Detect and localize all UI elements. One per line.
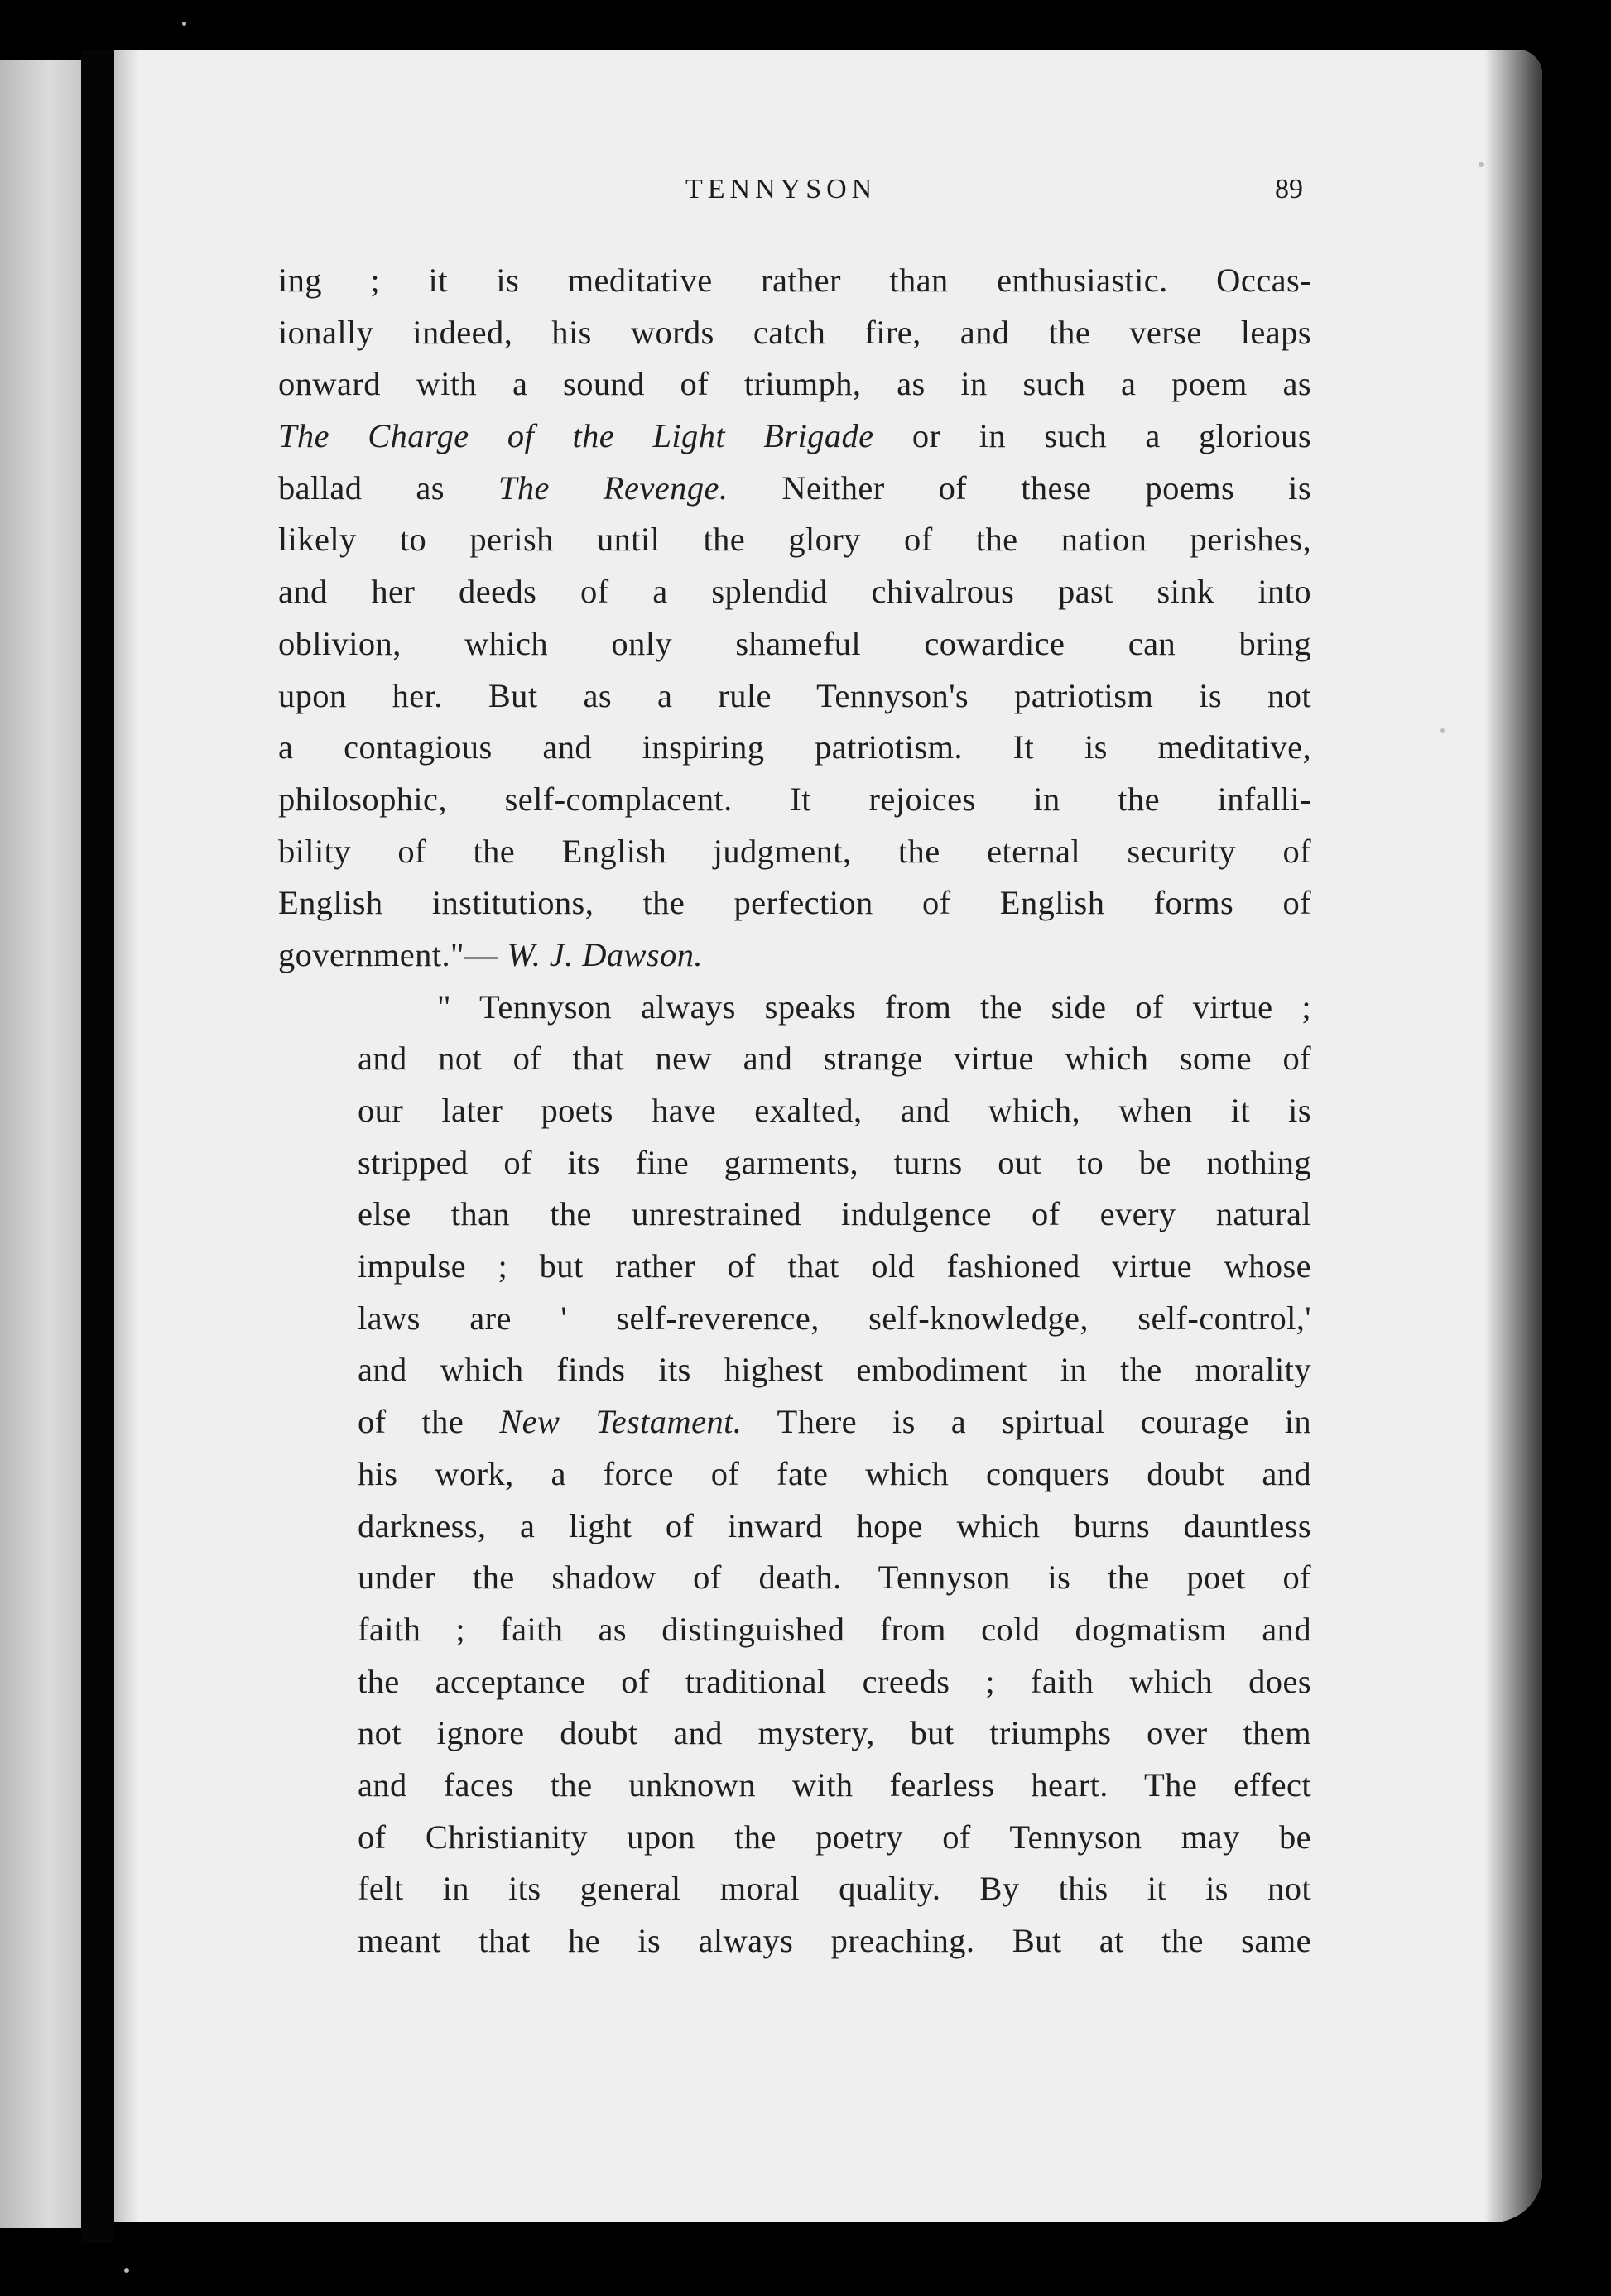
text-line: stripped of its fine garments, turns out to be nothing [358, 1143, 1311, 1181]
work-title: The Revenge. [498, 468, 729, 507]
text-line: felt in its general moral quality. By this it is not [358, 1870, 1311, 1908]
text-line: meant that he is always preaching. But at the same [358, 1922, 1311, 1959]
text-line: onward with a sound of triumph, as in such a poem as [278, 365, 1311, 403]
book-gutter [81, 50, 114, 2243]
text-line: else than the unrestrained indulgence of every natural [358, 1195, 1311, 1233]
text-line: upon her. But as a rule Tennyson's patriotism is not [278, 676, 1311, 714]
scan-speck [182, 22, 186, 26]
text-line: and faces the unknown with fearless heart. The effect [358, 1765, 1311, 1804]
text-line: our later poets have exalted, and which, when it is [358, 1092, 1311, 1129]
text-line: English institutions, the perfection of English forms of [278, 884, 1311, 922]
paragraph [278, 255, 1311, 982]
page-number: 89 [1275, 174, 1303, 204]
page-header [114, 174, 1542, 215]
page-shadow [114, 50, 139, 2222]
text-line: darkness, a light of inward hope which burns dauntless [358, 1506, 1311, 1544]
text-line: impulse ; but rather of that old fashioned virtue whose [358, 1247, 1311, 1285]
page-body-text [278, 255, 1311, 1967]
text-line: and her deeds of a splendid chivalrous past sink into [278, 573, 1311, 611]
text-line: of the New Testament. There is a spirtual courage in [358, 1403, 1312, 1441]
text-line: the acceptance of traditional creeds ; faith which does [358, 1662, 1311, 1700]
text-line: ballad as The Revenge. Neither of these poems is [278, 468, 1311, 507]
text-line: philosophic, self-complacent. It rejoices in the infalli- [278, 780, 1311, 818]
text-line: ionally indeed, his words catch fire, and the verse leaps [278, 313, 1311, 351]
text-line: laws are ' self-reverence, self-knowledge, self-control,' [358, 1299, 1311, 1337]
page-fore-edge [1484, 50, 1542, 2222]
scan-speck [124, 2268, 129, 2273]
paragraph [278, 982, 1311, 1967]
text-line: and which finds its highest embodiment in the morality [358, 1351, 1311, 1389]
quote-attribution: W. J. Dawson. [507, 935, 703, 973]
text-line: oblivion, which only shameful cowardice can bring [278, 624, 1311, 662]
scan-speck [1479, 162, 1484, 167]
running-head: TENNYSON [685, 174, 878, 204]
facing-page-edge [0, 60, 81, 2228]
text-line: The Charge of the Light Brigade or in such a glorious [278, 417, 1311, 455]
scan-speck [1440, 728, 1445, 733]
text-line: " Tennyson always speaks from the side of virtue ; [437, 987, 1311, 1026]
text-line: a contagious and inspiring patriotism. It is meditative, [278, 728, 1311, 766]
text-line: not ignore doubt and mystery, but triumphs over them [358, 1714, 1311, 1752]
work-title: New Testament. [499, 1403, 743, 1441]
book-page [114, 50, 1542, 2222]
work-title: The Charge of the Light Brigade [278, 417, 874, 455]
text-line: government."— W. J. Dawson. [278, 935, 703, 973]
text-line: under the shadow of death. Tennyson is the poet of [358, 1559, 1311, 1597]
text-line: of Christianity upon the poetry of Tennyson may be [358, 1818, 1311, 1856]
text-line: ing ; it is meditative rather than enthusiastic. Occas- [278, 262, 1311, 299]
text-line: faith ; faith as distinguished from cold dogmatism and [358, 1610, 1311, 1648]
text-line: likely to perish until the glory of the nation perishes, [278, 521, 1311, 559]
text-line: bility of the English judgment, the eternal security of [278, 832, 1311, 870]
text-line: and not of that new and strange virtue which some of [358, 1040, 1311, 1078]
text-line: his work, a force of fate which conquers doubt and [358, 1454, 1311, 1492]
